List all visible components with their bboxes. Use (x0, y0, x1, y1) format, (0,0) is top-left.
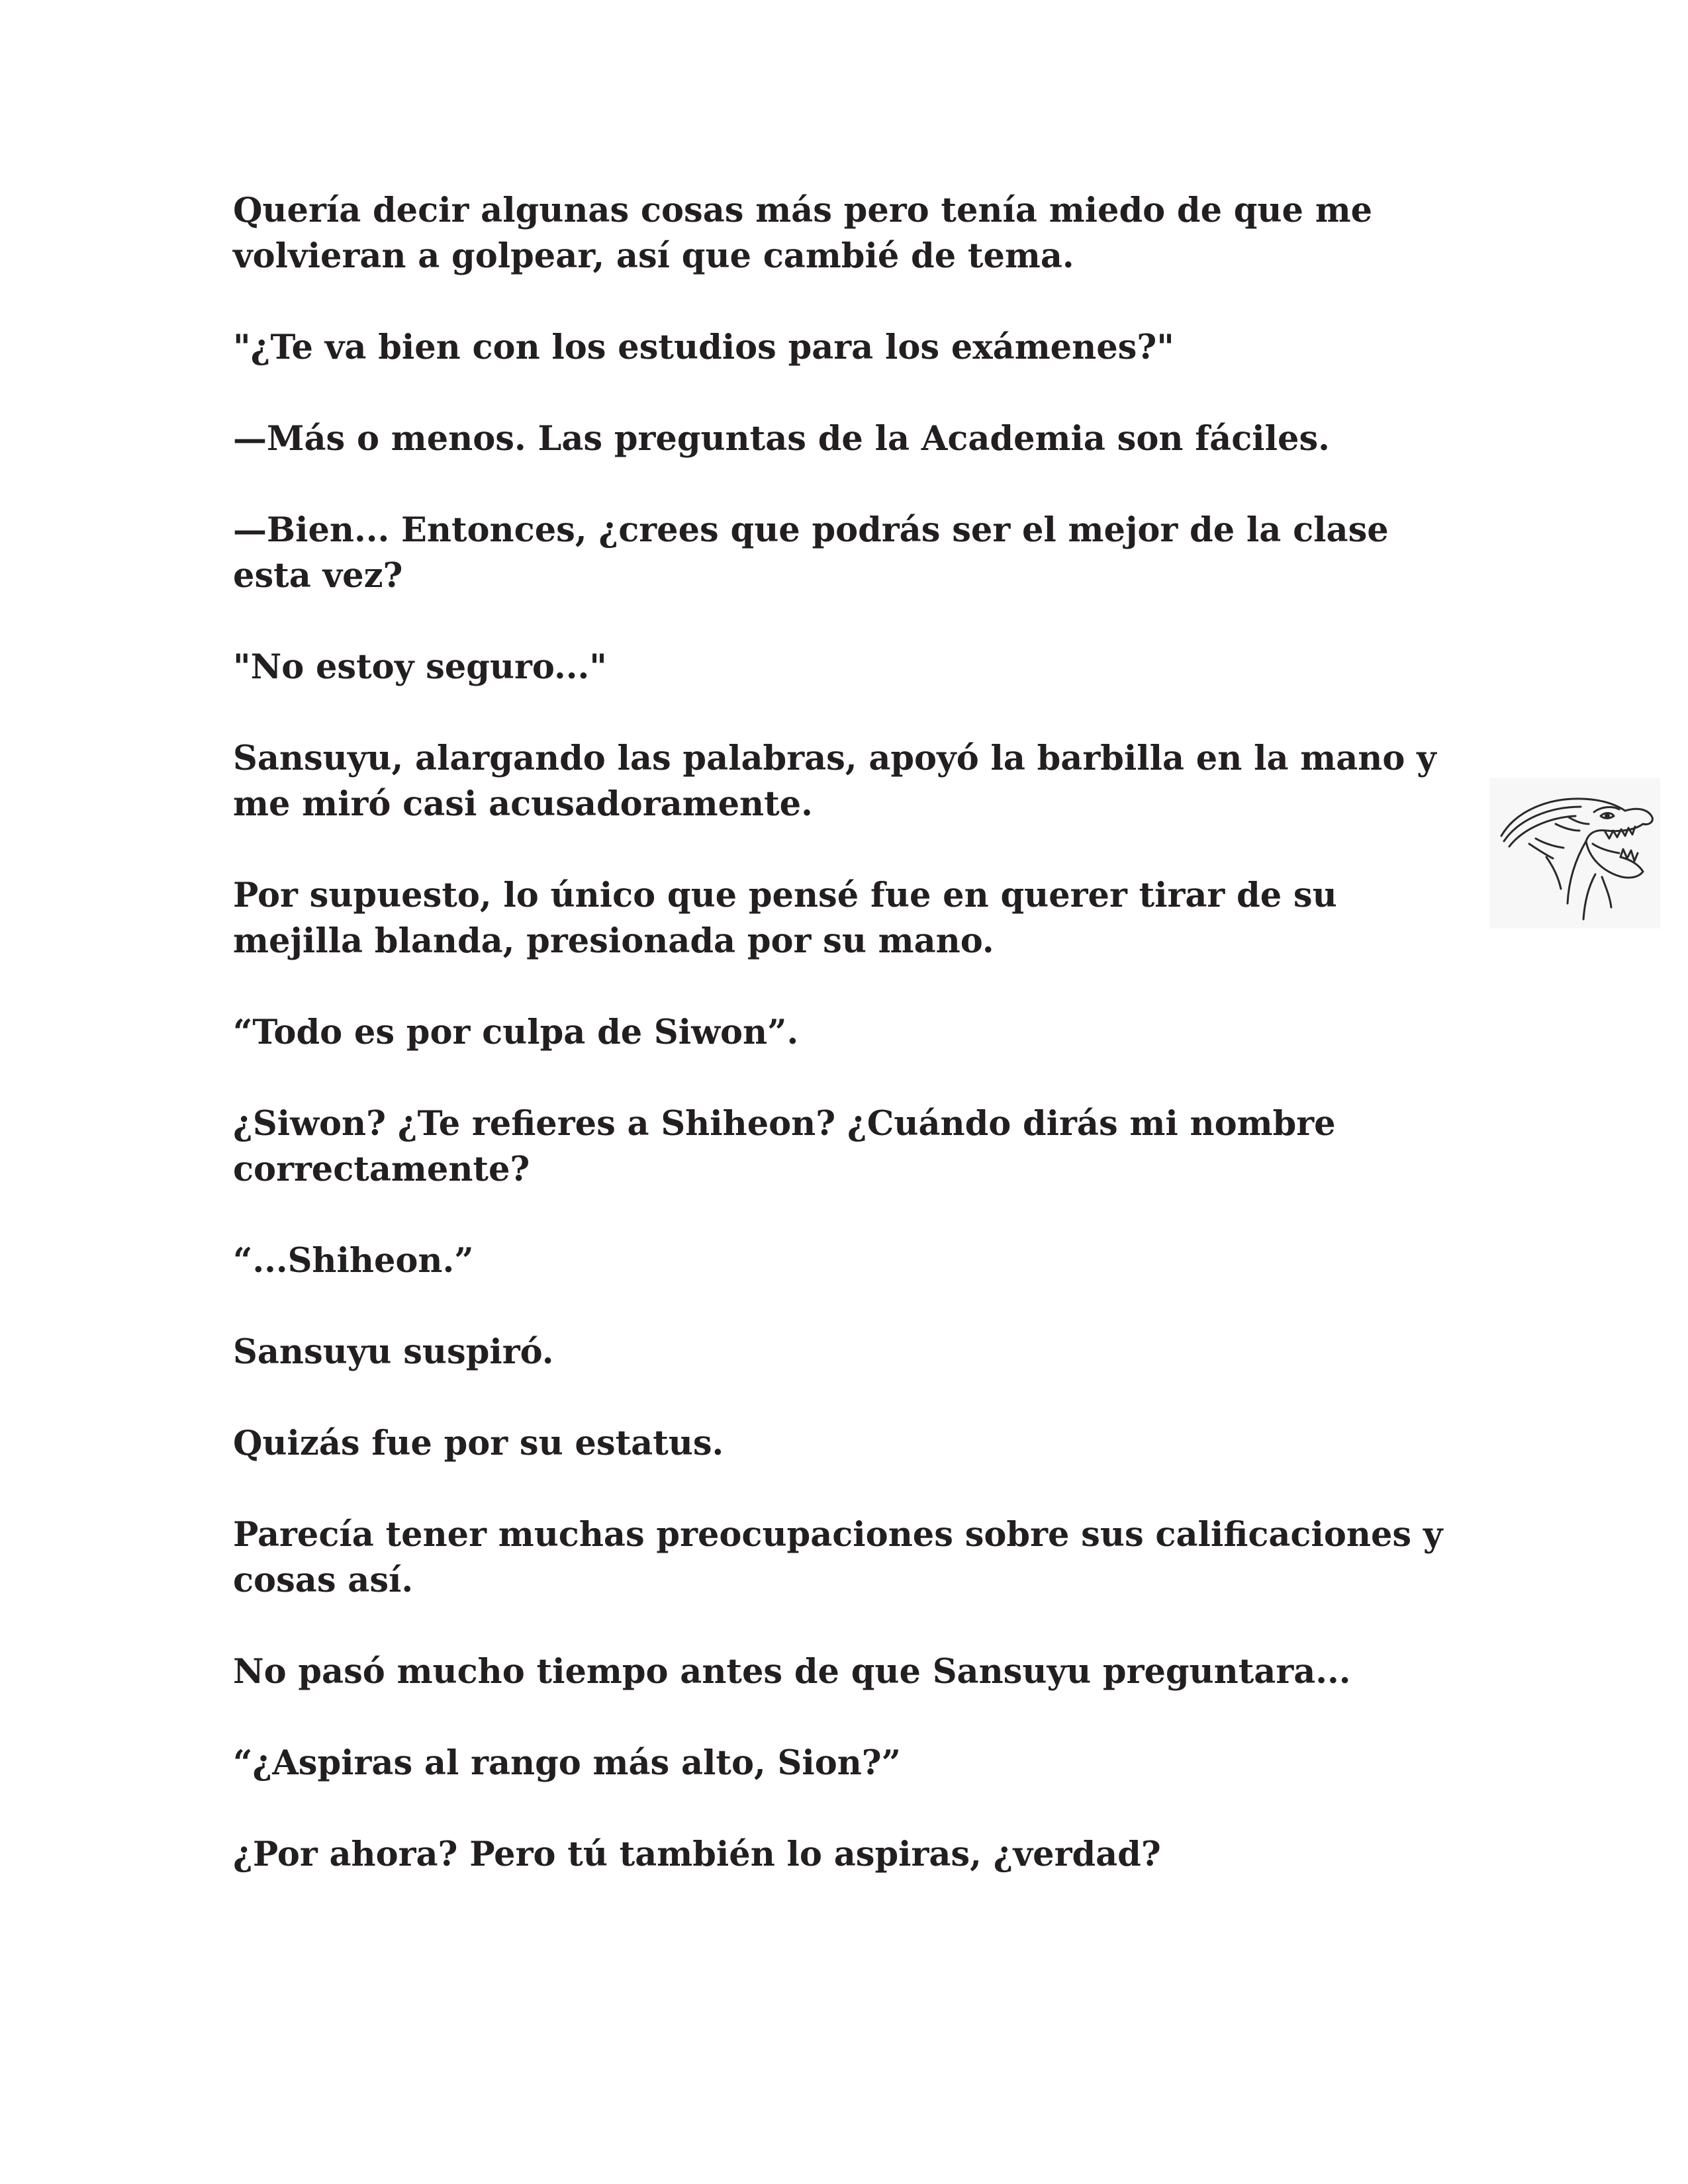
paragraph: “¿Aspiras al rango más alto, Sion?” (233, 1743, 902, 1783)
paragraph: "No estoy seguro..." (233, 647, 607, 687)
paragraph: Parecía tener muchas preocupaciones sobre sus calificaciones y cosas así. (233, 1515, 1443, 1600)
dinosaur-head-sketch-icon (1489, 778, 1660, 929)
paragraph: Sansuyu, alargando las palabras, apoyó la barbilla en la mano y me miró casi acusadoramente. (233, 739, 1436, 824)
paragraph: —Bien... Entonces, ¿crees que podrás ser el mejor de la clase esta vez? (233, 510, 1389, 596)
paragraph: ¿Siwon? ¿Te refieres a Shiheon? ¿Cuándo dirás mi nombre correctamente? (233, 1104, 1336, 1189)
paragraph: Quizás fue por su estatus. (233, 1424, 724, 1463)
paragraph: Quería decir algunas cosas más pero tenía miedo de que me volvieran a golpear, así que cambié de tema. (233, 191, 1373, 276)
paragraph: “...Shiheon.” (233, 1241, 474, 1281)
paragraph: Por supuesto, lo único que pensé fue en querer tirar de su mejilla blanda, presionada por su mano. (233, 876, 1337, 961)
paragraph: ¿Por ahora? Pero tú también lo aspiras, ¿verdad? (233, 1835, 1161, 1874)
paragraph: No pasó mucho tiempo antes de que Sansuyu preguntara... (233, 1652, 1351, 1692)
paragraph: “Todo es por culpa de Siwon”. (233, 1013, 799, 1052)
paragraph: Sansuyu suspiró. (233, 1332, 554, 1372)
paragraph: —Más o menos. Las preguntas de la Academia son fáciles. (233, 419, 1330, 459)
paragraph: "¿Te va bien con los estudios para los exámenes?" (233, 328, 1174, 367)
body-text (233, 188, 1444, 1923)
